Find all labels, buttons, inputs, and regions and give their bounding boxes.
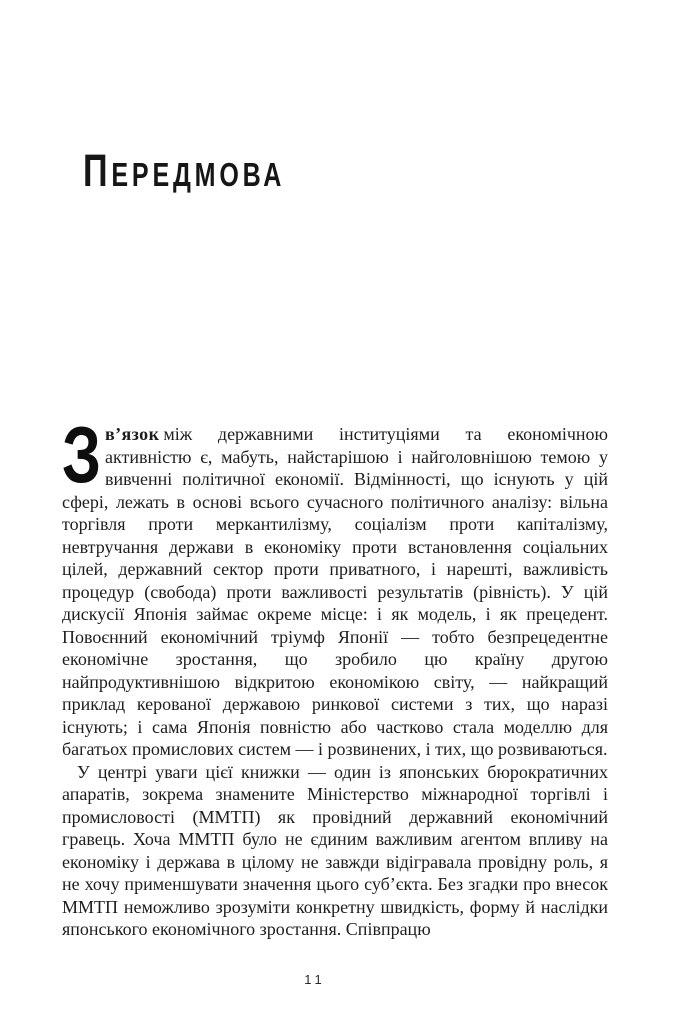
paragraph-opening xyxy=(62,410,608,761)
lead-word: в’язок xyxy=(105,424,160,444)
paragraph-text: У центрі уваги цієї книжки — один із японських бюрократичних апаратів, зокрема знамените Міністерство міжнародної торгівлі і промисловості (ММТП) як провідний державний економічний гравець. Хоча ММТП було не єдиним важливим агентом впливу на економіку і держава в цілому не завжди відігравала провідну роль, я не хочу применшувати значення цього суб’єкта. Без згадки про внесок ММТП неможливо зрозуміти конкретну швидкість, форму й наслідки японського економічного зростання. Співпрацю xyxy=(62,761,608,939)
chapter-heading: ПЕРЕДМОВА xyxy=(83,145,286,196)
paragraph-second xyxy=(62,761,608,941)
paragraph-text: між державними інституціями та економічною активністю є, мабуть, найстарішою і найголовнішою темою у вивченні політичної економії. Відмінності, що існують у цій сфері, лежать в основі всього сучасного політичного аналізу: вільна торгівля проти меркантилізму, соціалізм проти капіталізму, невтручання держави в економіку проти встановлення соціальних цілей, державний сектор проти приватного, і нарешті, важливість процедур (свобода) проти важливості результатів (рівність). У цій дискусії Японія займає окреме місце: і як модель, і як прецедент. Повоєнний економічний тріумф Японії — тобто безпрецедентне економічне зростання, що зробило цю країну другою найпродуктивнішою відкритою економікою світу, — найкращий приклад керованої державою ринкової системи з тих, що наразі існують; і сама Японія повністю або частково стала моделлю для багатьох промислових систем — і розвинених, і тих, що розвиваються. xyxy=(62,424,608,759)
dropcap-letter: З xyxy=(62,410,102,499)
body-text xyxy=(62,410,608,941)
page-number: 11 xyxy=(304,972,326,987)
